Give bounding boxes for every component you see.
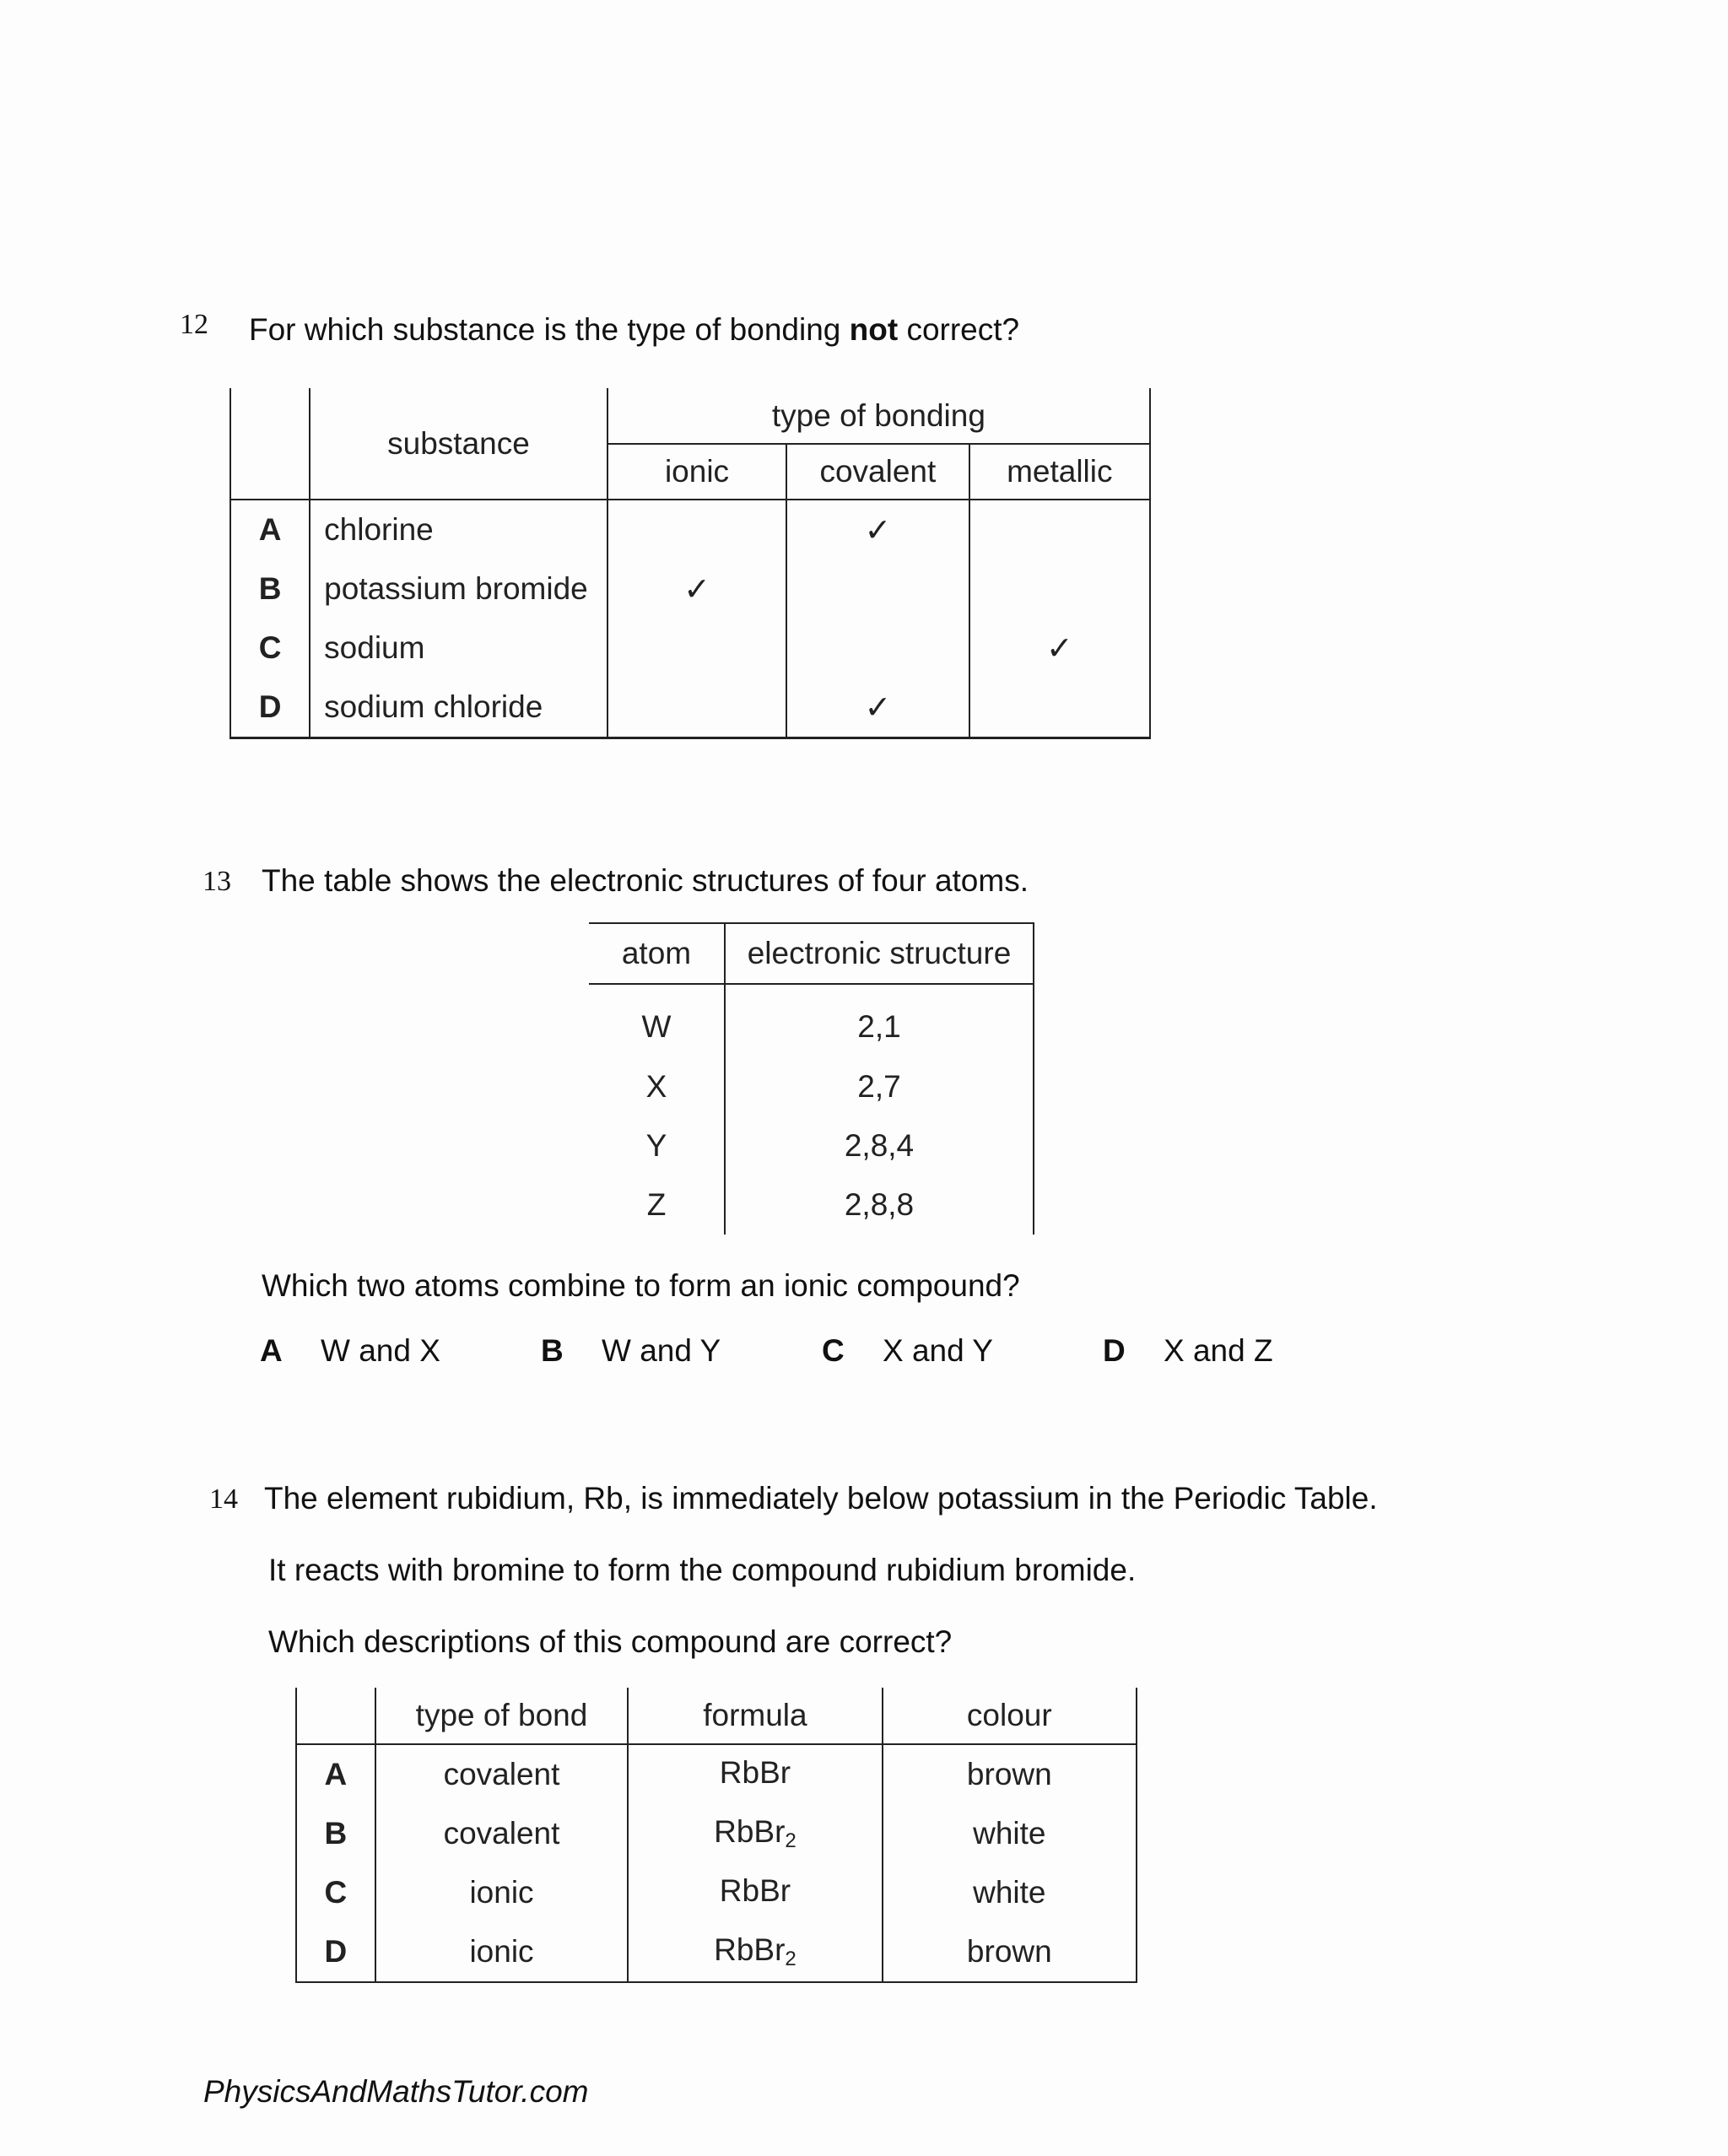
header-atom: atom xyxy=(589,923,725,984)
atom-cell: X xyxy=(589,1057,725,1116)
question-prompt: Which descriptions of this compound are correct? xyxy=(268,1624,953,1659)
row-label: A xyxy=(296,1744,375,1804)
covalent-cell xyxy=(786,619,969,678)
covalent-cell: ✓ xyxy=(786,500,969,559)
formula-base: RbBr xyxy=(719,1873,791,1908)
question-text xyxy=(249,312,1019,348)
structure-cell: 2,1 xyxy=(725,984,1034,1057)
footer-site-name: PhysicsAndMathsTutor.com xyxy=(203,2074,589,2109)
table-row xyxy=(230,678,1150,738)
option-label: C xyxy=(822,1333,845,1368)
table-row xyxy=(296,1863,1137,1922)
metallic-cell xyxy=(969,678,1150,738)
table-row xyxy=(589,1175,1034,1235)
formula-cell xyxy=(628,1922,882,1982)
header-metallic: metallic xyxy=(969,444,1150,500)
colour-cell: white xyxy=(883,1863,1137,1922)
emphasis-not: not xyxy=(849,312,899,347)
row-label: C xyxy=(230,619,310,678)
header-electronic-structure: electronic structure xyxy=(725,923,1034,984)
bond-cell: ionic xyxy=(375,1863,628,1922)
formula-subscript: 2 xyxy=(785,1829,796,1852)
bond-cell: ionic xyxy=(375,1922,628,1982)
header-colour: colour xyxy=(883,1688,1137,1744)
table-row xyxy=(589,1057,1034,1116)
ionic-cell xyxy=(608,678,786,738)
option-text: W and Y xyxy=(602,1333,721,1368)
row-label: B xyxy=(230,559,310,619)
colour-cell: brown xyxy=(883,1744,1137,1804)
table-row xyxy=(296,1744,1137,1804)
structure-cell: 2,7 xyxy=(725,1057,1034,1116)
structure-cell: 2,8,8 xyxy=(725,1175,1034,1235)
metallic-cell xyxy=(969,559,1150,619)
question-text: The table shows the electronic structures of four atoms. xyxy=(262,863,1029,898)
formula-cell xyxy=(628,1744,882,1804)
row-label: C xyxy=(296,1863,375,1922)
row-label: D xyxy=(230,678,310,738)
header-substance: substance xyxy=(310,388,608,500)
table-row xyxy=(230,619,1150,678)
option-label: A xyxy=(260,1333,283,1368)
substance-cell: chlorine xyxy=(310,500,608,559)
option-text: X and Z xyxy=(1164,1333,1273,1368)
question-text: It reacts with bromine to form the compound rubidium bromide. xyxy=(268,1553,1137,1587)
option-text: W and X xyxy=(321,1333,440,1368)
ionic-cell xyxy=(608,619,786,678)
header-blank xyxy=(296,1688,375,1744)
atom-cell: W xyxy=(589,984,725,1057)
metallic-cell xyxy=(969,500,1150,559)
metallic-cell: ✓ xyxy=(969,619,1150,678)
row-label: A xyxy=(230,500,310,559)
table-row xyxy=(230,500,1150,559)
structure-cell: 2,8,4 xyxy=(725,1116,1034,1175)
bonding-table xyxy=(230,388,1151,739)
formula-base: RbBr xyxy=(714,1814,786,1849)
option-label: B xyxy=(541,1333,564,1368)
table-row xyxy=(589,984,1034,1057)
colour-cell: white xyxy=(883,1804,1137,1863)
question-number: 14 xyxy=(209,1483,238,1515)
header-covalent: covalent xyxy=(786,444,969,500)
formula-cell xyxy=(628,1863,882,1922)
header-ionic: ionic xyxy=(608,444,786,500)
table-row xyxy=(296,1804,1137,1863)
formula-subscript: 2 xyxy=(785,1948,796,1970)
ionic-cell xyxy=(608,500,786,559)
substance-cell: potassium bromide xyxy=(310,559,608,619)
bond-cell: covalent xyxy=(375,1804,628,1863)
table-row xyxy=(589,1116,1034,1175)
question-text: The element rubidium, Rb, is immediately below potassium in the Periodic Table. xyxy=(264,1481,1378,1516)
question-number: 13 xyxy=(202,866,231,897)
header-blank xyxy=(230,388,310,500)
row-label: B xyxy=(296,1804,375,1863)
question-number: 12 xyxy=(180,309,208,340)
substance-cell: sodium chloride xyxy=(310,678,608,738)
ionic-cell: ✓ xyxy=(608,559,786,619)
header-formula: formula xyxy=(628,1688,882,1744)
table-row xyxy=(296,1922,1137,1982)
formula-base: RbBr xyxy=(719,1755,791,1790)
header-type-of-bond: type of bond xyxy=(375,1688,628,1744)
covalent-cell: ✓ xyxy=(786,678,969,738)
formula-base: RbBr xyxy=(714,1932,786,1967)
colour-cell: brown xyxy=(883,1922,1137,1982)
header-type-of-bonding: type of bonding xyxy=(608,388,1150,444)
atom-cell: Y xyxy=(589,1116,725,1175)
option-label: D xyxy=(1103,1333,1126,1368)
formula-cell xyxy=(628,1804,882,1863)
electronic-structure-table xyxy=(589,922,1034,1235)
option-text: X and Y xyxy=(883,1333,993,1368)
substance-cell: sodium xyxy=(310,619,608,678)
bond-cell: covalent xyxy=(375,1744,628,1804)
table-row xyxy=(230,559,1150,619)
atom-cell: Z xyxy=(589,1175,725,1235)
rubidium-bromide-table xyxy=(295,1688,1137,1983)
question-prompt: Which two atoms combine to form an ionic compound? xyxy=(262,1268,1020,1303)
question-text-part: correct? xyxy=(898,312,1020,347)
covalent-cell xyxy=(786,559,969,619)
question-text-part: For which substance is the type of bonding xyxy=(249,312,850,347)
row-label: D xyxy=(296,1922,375,1982)
